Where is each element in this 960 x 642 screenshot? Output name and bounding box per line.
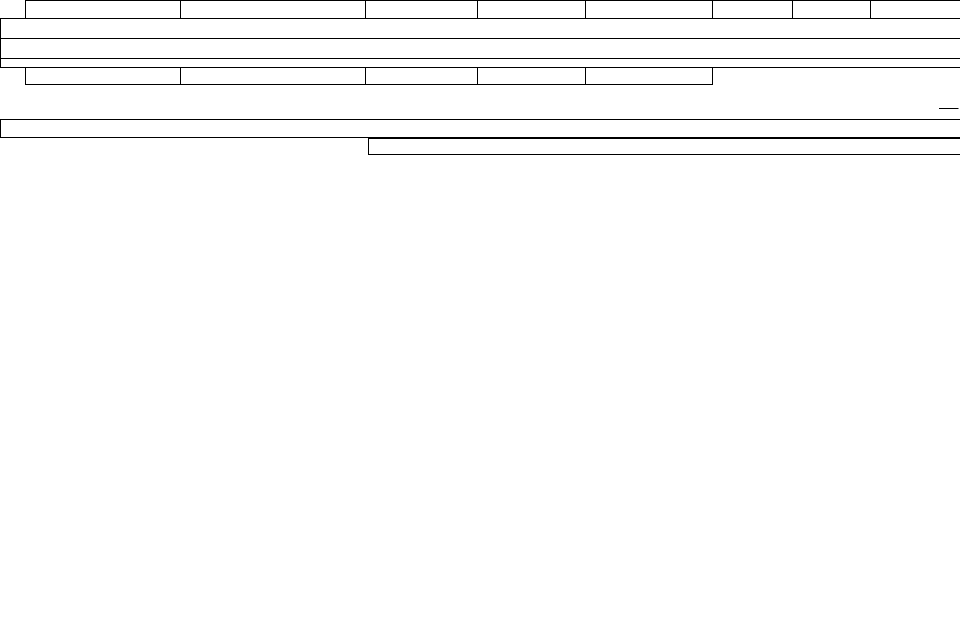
group8-total-v1	[181, 68, 366, 85]
group8-total-row	[1, 68, 960, 85]
grand-total-d2-d3	[871, 85, 960, 109]
group7-total-label	[26, 1, 181, 19]
grand-total-v1	[276, 85, 478, 109]
group7-total-v1	[181, 1, 366, 19]
intangibles-title	[368, 139, 960, 155]
grand-total-v4	[713, 85, 793, 109]
grand-total-label	[26, 85, 276, 109]
grand-total-v2	[478, 85, 586, 109]
grand-total-v3	[586, 85, 713, 109]
fixed-assets-table	[0, 0, 960, 138]
group8-total-v4	[586, 68, 713, 85]
group8-total-v3	[478, 68, 586, 85]
group7-total-v3	[478, 1, 586, 19]
group7-total-d1	[713, 1, 793, 19]
grand-total-d1	[793, 85, 871, 109]
intangibles-table	[0, 138, 960, 155]
group8-total-label	[26, 68, 181, 85]
grand-total-row	[1, 85, 960, 109]
group8-total-v2	[366, 68, 478, 85]
group7-total-v2	[366, 1, 478, 19]
group7-total-d2	[793, 1, 871, 19]
group7-total-row	[1, 1, 960, 19]
group8-title	[1, 39, 960, 59]
group7-total-v4	[586, 1, 713, 19]
group7-total-d3	[871, 1, 960, 19]
